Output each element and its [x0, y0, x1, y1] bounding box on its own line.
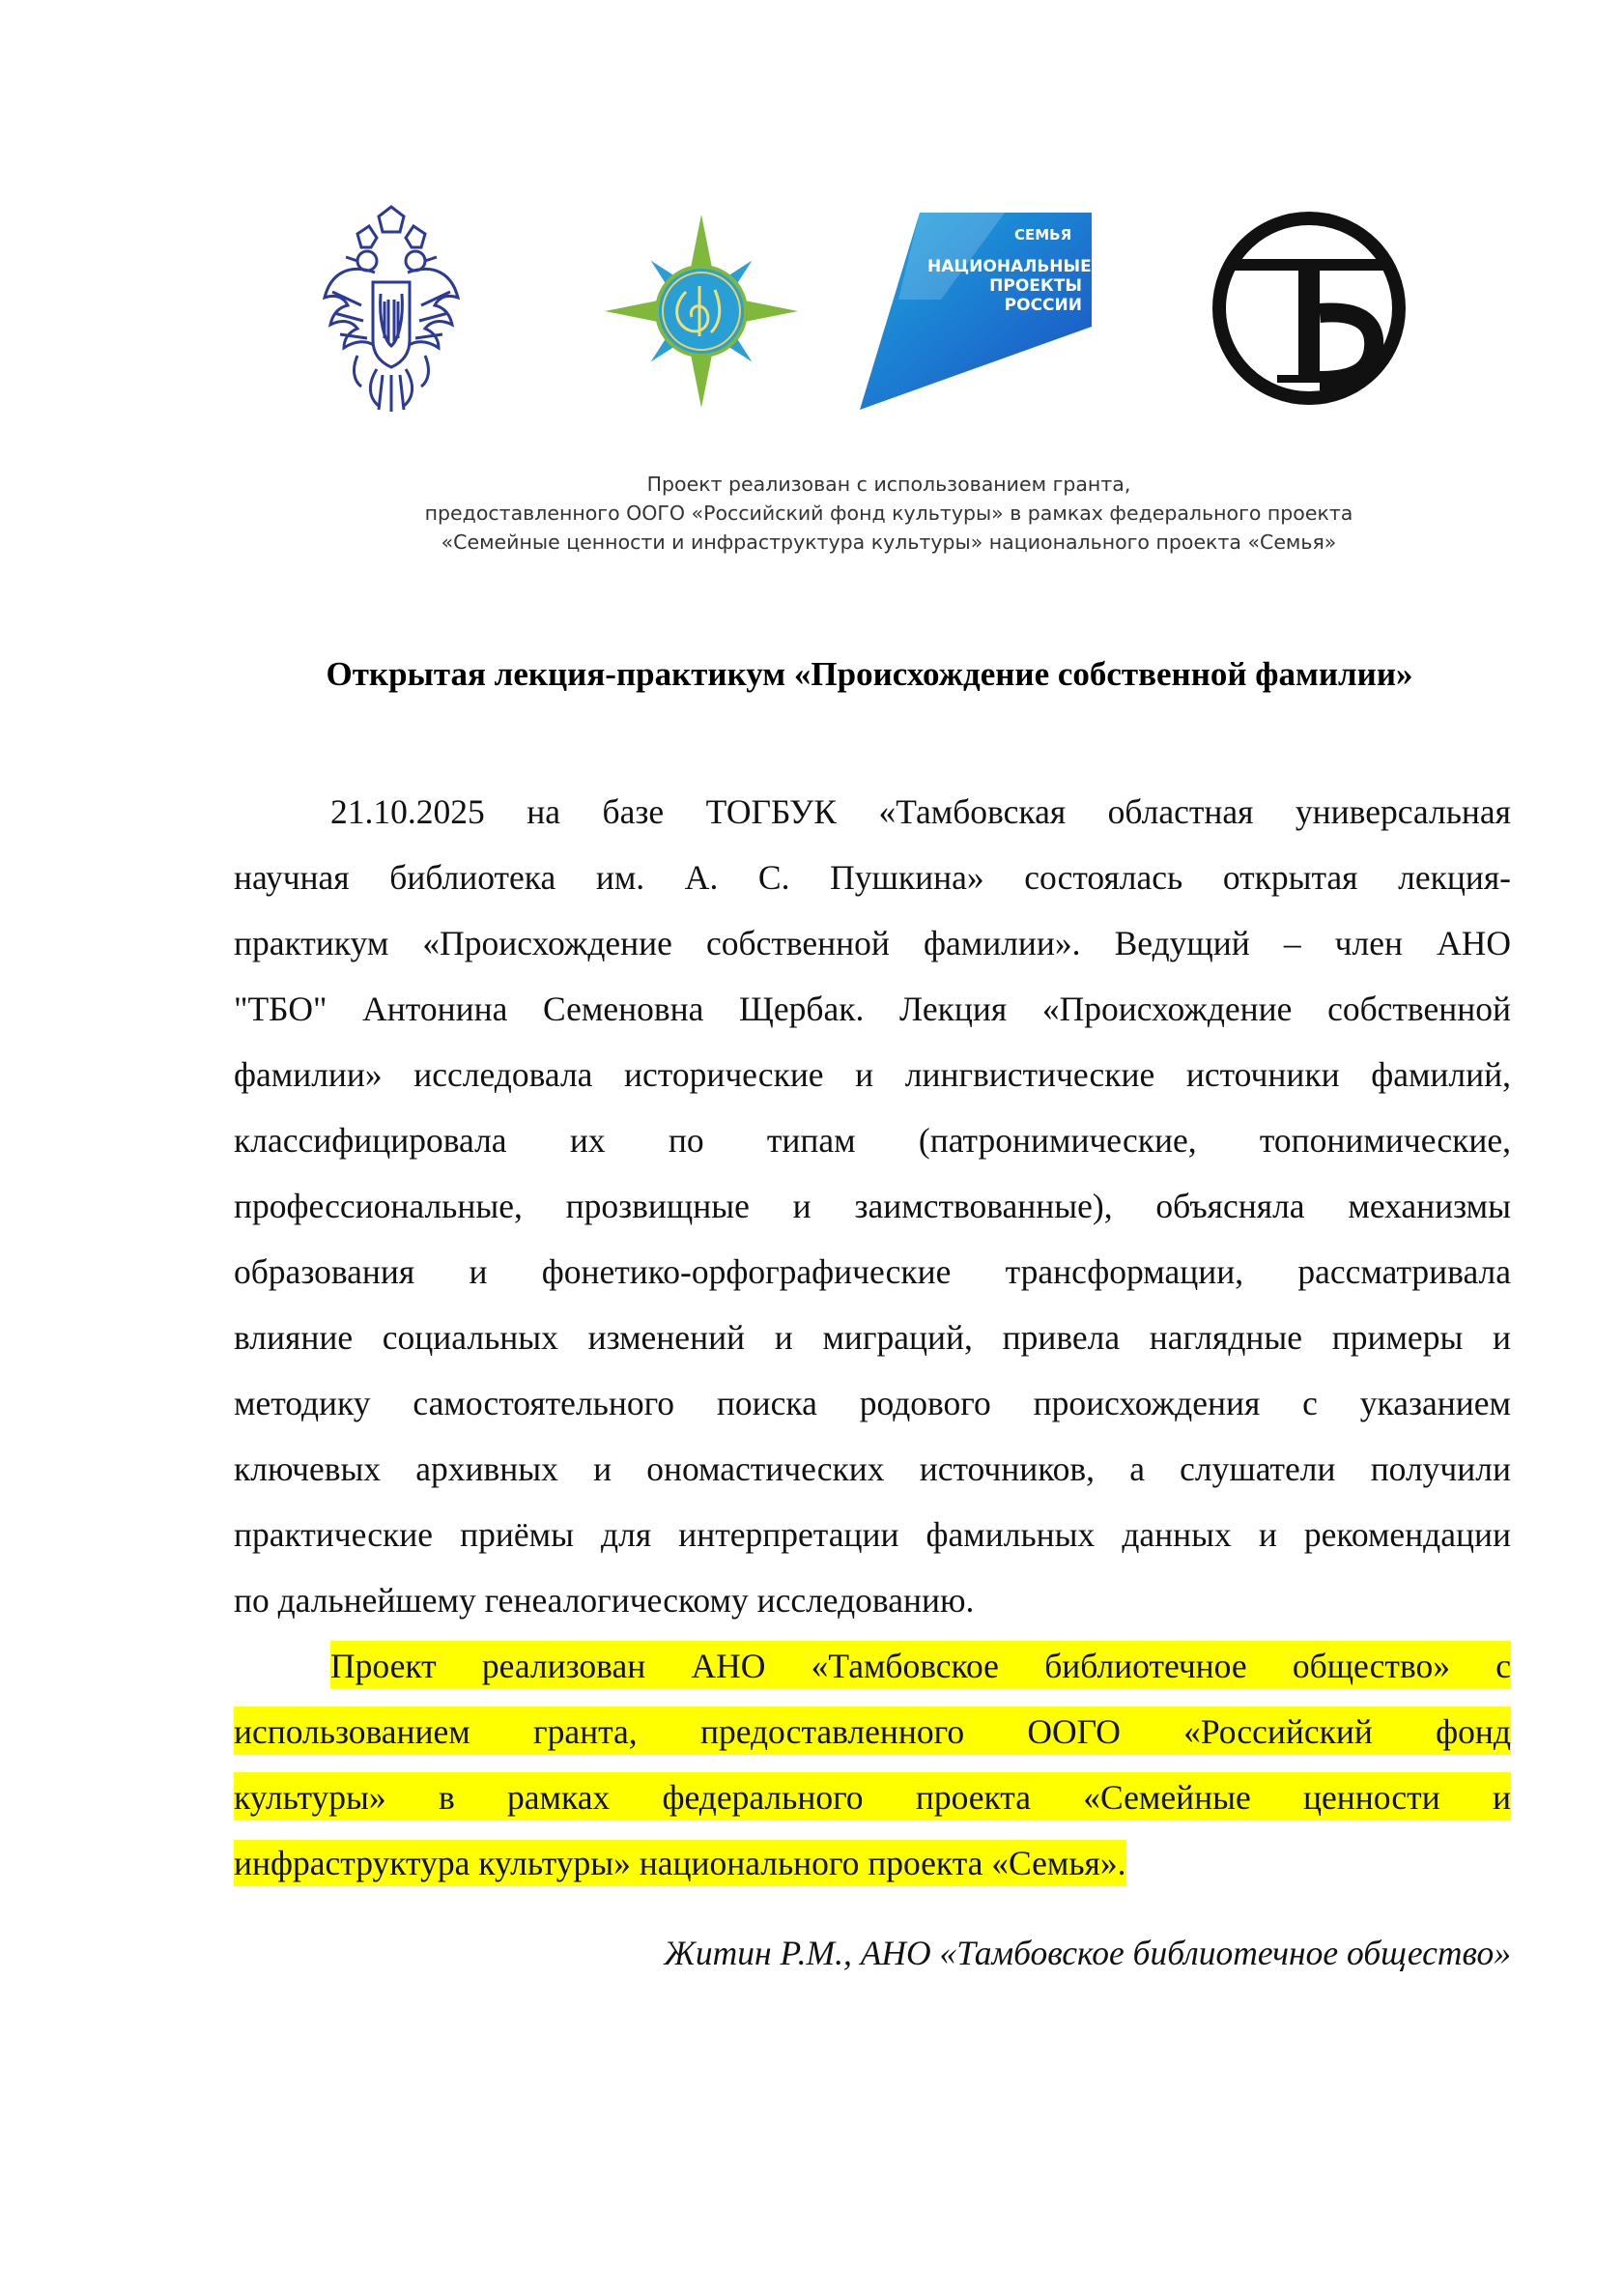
grant-header-line: «Семейные ценности и инфраструктура культуры» национального проекта «Семья» — [441, 531, 1337, 554]
body-line: практические приёмы для интерпретации фамильных данных и рекомендации — [234, 1515, 1511, 1554]
grant-header-line: Проект реализован с использованием гранта, — [646, 473, 1131, 496]
highlight-row — [234, 1699, 1511, 1765]
signature: Житин Р.М., АНО «Тамбовское библиотечное общество» — [664, 1934, 1511, 1972]
tbo-society-logo — [1210, 209, 1409, 408]
np-text-top: СЕМЬЯ — [1014, 226, 1072, 244]
body-line: профессиональные, прозвищные и заимствованные), объясняла механизмы — [234, 1187, 1511, 1225]
body-line: 21.10.2025 на базе ТОГБУК «Тамбовская областная универсальная — [330, 792, 1511, 831]
body-line: образования и фонетико-орфографические трансформации, рассматривала — [234, 1252, 1511, 1291]
highlight-row — [234, 1830, 1511, 1896]
body-line: научная библиотека им. А. С. Пушкина» состоялась открытая лекция- — [234, 858, 1511, 897]
np-text-line: ПРОЕКТЫ — [989, 276, 1082, 296]
highlight-line: инфраструктура культуры» национального проекта «Семья». — [234, 1840, 1126, 1886]
body-paragraph — [234, 779, 1511, 1633]
np-text-line: НАЦИОНАЛЬНЫЕ — [927, 257, 1092, 276]
highlighted-grant-paragraph — [234, 1633, 1511, 1896]
body-line: по дальнейшему генеалогическому исследованию. — [234, 1581, 975, 1620]
body-line: классифицировала их по типам (патронимические, топонимические, — [234, 1121, 1511, 1160]
np-text-line: РОССИИ — [1004, 296, 1082, 315]
ministry-of-culture-emblem — [319, 205, 464, 416]
grant-header-line: предоставленного ООГО «Российский фонд культуры» в рамках федерального проекта — [424, 502, 1353, 525]
body-line: практикум «Происхождение собственной фамилии». Ведущий – член АНО — [234, 924, 1511, 962]
highlight-row — [234, 1633, 1511, 1699]
highlight-row — [234, 1765, 1511, 1830]
highlight-line: использованием гранта, предоставленного ООГО «Российский фонд — [234, 1712, 1511, 1751]
body-line: "ТБО" Антонина Семеновна Щербак. Лекция «Происхождение собственной — [234, 990, 1511, 1028]
highlight-line: культуры» в рамках федерального проекта «Семейные ценности и — [234, 1778, 1511, 1817]
document-title: Открытая лекция-практикум «Происхождение собственной фамилии» — [326, 655, 1413, 693]
highlight-line: Проект реализован АНО «Тамбовское библиотечное общество» с — [330, 1647, 1511, 1685]
grant-header — [290, 470, 1488, 557]
body-line: фамилии» исследовала исторические и лингвистические источники фамилий, — [234, 1055, 1511, 1094]
body-line: ключевых архивных и ономастических источников, а слушатели получили — [234, 1449, 1511, 1488]
np-text-block — [927, 257, 1092, 315]
body-line: влияние социальных изменений и миграций, привела наглядные примеры и — [234, 1318, 1511, 1357]
russian-culture-fund-star-emblem — [603, 215, 800, 408]
highlight-line-last — [234, 1830, 1511, 1896]
national-projects-family-logo — [860, 213, 1092, 410]
body-line: методику самостоятельного поиска родового происхождения с указанием — [234, 1384, 1511, 1422]
